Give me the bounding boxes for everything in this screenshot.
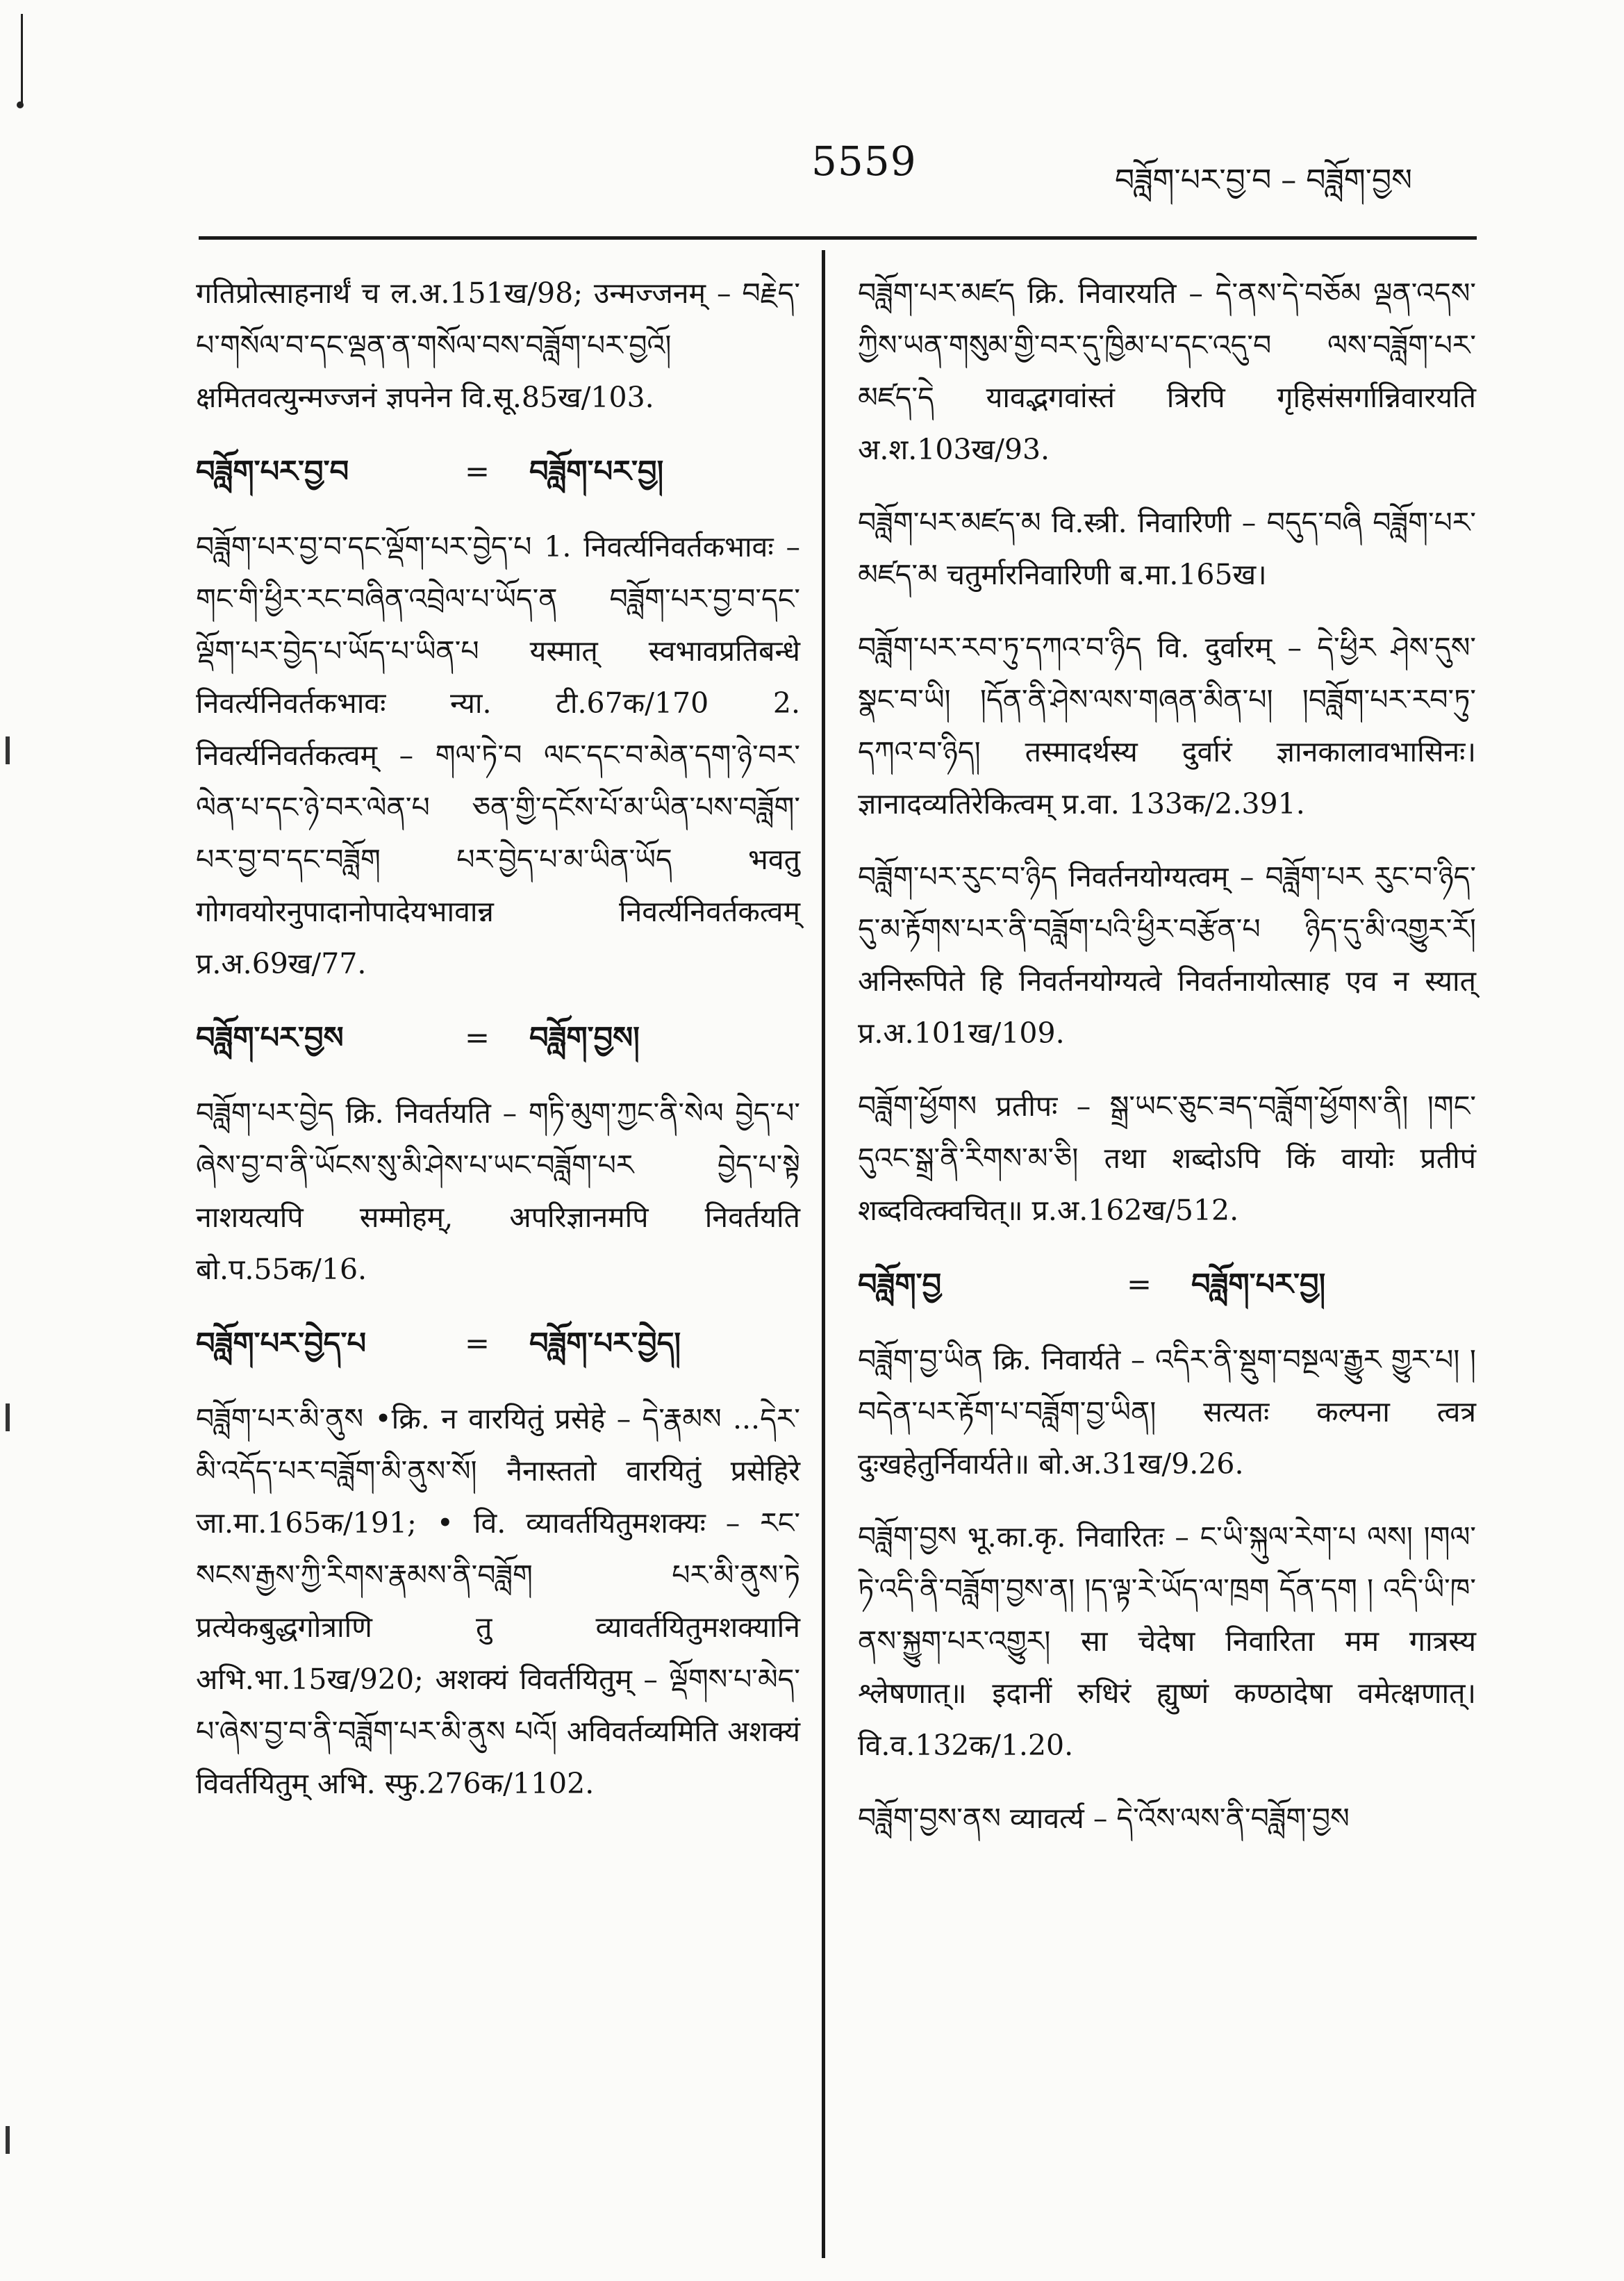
xref-from: བཟློག་པར་བྱས (196, 1021, 344, 1055)
dictionary-entry: བཟློག་པར་མི་ནུས •क्रि. न वारयितुं प्रसेहे – དེ་རྣམས ...དེར་མི་འདོད་པར་བཟློག་མི་ནུས་སོ། नैनास्ततो वारयितुं प्रसेहिरे जा.मा.165क/191; • वि. व्यावर्तयितुमशक्यः – རང་སངས་རྒྱས་ཀྱི་རིགས་རྣམས་ནི་བཟློག པར་མི་ནུས་ཏེ प्रत्येकबुद्धगोत्राणि तु व्यावर्तयितुमशक्यानि अभि.भा.15ख/920; अशक्यं विवर्तयितुम् – ལྡོགས་པ་མེད་པ་ཞེས་བྱ་བ་ནི་བཟློག་པར་མི་ནུས པའོ། अविवर्तव्यमिति अशक्यं विवर्तयितुम् अभि. स्फु.276क/1102. (196, 1402, 800, 1800)
cross-reference-entry (196, 445, 800, 499)
cross-reference-entry (196, 1011, 800, 1065)
margin-tick (6, 1403, 10, 1431)
dictionary-entry: བཟློག་བྱས भू.का.कृ. निवारितः – ང་ཡི་སྐུལ་རེག་པ ལས། །གལ་ཏེ་འདི་ནི་བཟློག་བྱས་ན། །ད་ལྟ་རེ་ཡོད་ལ་ཁྲག དོན་དག ། འདི་ཡི་ཁ་ནས་སྐྱུག་པར་འགྱུར། सा चेदेषा निवारिता मम गात्रस्य श्लेषणात्॥ इदानीं रुधिरं ह्युष्णं कण्ठादेषा वमेत्क्षणात्। वि.व.132क/1.20. (858, 1520, 1476, 1762)
margin-tick (6, 2126, 10, 2154)
dictionary-entry: བཟློག་པར་བྱ་བ་དང་ལྡོག་པར་བྱེད་པ 1. निवर्त्यनिवर्तकभावः – གང་གི་ཕྱིར་རང་བཞིན་འབྲེལ་པ་ཡོད་ན བཟློག་པར་བྱ་བ་དང་ལྡོག་པར་བྱེད་པ་ཡོད་པ་ཡིན་པ यस्मात् स्वभावप्रतिबन्धे निवर्त्यनिवर्तकभावः न्या. टी.67क/170 2. निवर्त्यनिवर्तकत्वम् – གལ་ཏེ་བ ལང་དང་བ་མེན་དག་ཉེ་བར་ལེན་པ་དང་ཉེ་བར་ལེན་པ ཅན་གྱི་དངོས་པོ་མ་ཡིན་པས་བཟློག་པར་བྱ་བ་དང་བཟློག པར་བྱེད་པ་མ་ཡིན་ཡོད भवतु गोगवयोरनुपादानोपादेयभावान्न निवर्त्यनिवर्तकत्वम् प्र.अ.69ख/77. (196, 530, 800, 980)
dictionary-entry: བཟློག་བྱ་ཡིན क्रि. निवार्यते – འདིར་ནི་སྡུག་བསྔལ་རྒྱུར གྱུར་པ། །བདེན་པར་རྟོག་པ་བཟློག་བྱ་ཡིན། सत्यतः कल्पना त्वत्र दुःखहेतुर्निवार्यते॥ बो.अ.31ख/9.26. (858, 1343, 1476, 1481)
xref-from: བཟློག་པར་བྱ་བ (196, 454, 349, 489)
xref-from: བཟློག་པར་བྱེད་པ (196, 1326, 367, 1361)
xref-to: བཟློག་པར་བྱ། (529, 454, 664, 489)
dictionary-entry: བཟློག་ཕྱོགས प्रतीपः – སྒྲ་ཡང་ཅུང་ཟད་བཟློག་ཕྱོགས་ནི། །གང་དུའང་སྒྲ་ནི་རིགས་མ་ཅི། तथा शब्दोऽपि किं वायोः प्रतीपं शब्दवित्क्वचित्॥ प्र.अ.162ख/512. (858, 1089, 1476, 1227)
xref-to: བཟློག་པར་བྱེད། (529, 1326, 681, 1361)
xref-eq: = (464, 454, 490, 489)
right-column (858, 267, 1476, 1866)
cross-reference-entry (858, 1258, 1476, 1312)
dictionary-entry: བཟློག་པར་རབ་ཏུ་དཀའ་བ་ཉིད वि. दुर्वारम् – དེ་ཕྱིར ཤེས་དུས་སྣང་བ་ཡི། །དོན་ནི་ཤེས་ལས་གཞན་མིན་པ། །བཟློག་པར་རབ་ཏུ་དཀའ་བ་ཉིད། तस्मादर्थस्य दुर्वारं ज्ञानकालावभासिनः। ज्ञानादव्यतिरेकित्वम् प्र.वा. 133क/2.391. (858, 631, 1476, 821)
dictionary-entry: བཟློག་པར་བྱེད क्रि. निवर्तयति – གཏི་མུག་ཀྱང་ནི་སེལ བྱེད་པ་ཞེས་བྱ་བ་ནི་ཡོངས་སུ་མི་ཤེས་པ་ཡང་བཟློག་པར བྱེད་པ་སྟེ नाशयत्यपि सम्मोहम्, अपरिज्ञानमपि निवर्तयति बो.प.55क/16. (196, 1096, 800, 1286)
xref-eq: = (464, 1326, 490, 1361)
margin-dot (17, 101, 24, 108)
margin-line (21, 14, 23, 104)
header-rule (199, 236, 1477, 240)
dictionary-entry: བཟློག་པར་མཛད་མ वि.स्त्री. निवारिणी – བདུད་བཞི བཟློག་པར་མཛད་མ चतुर्मारनिवारिणी ब.मा.165ख। (858, 506, 1476, 591)
dictionary-entry: བཟློག་པར་རུང་བ་ཉིད निवर्तनयोग्यत्वम् – བཟློག་པར རུང་བ་ཉིད་དུ་མ་རྟོགས་པར་ནི་བཟློག་པའི་ཕྱིར་བརྩོན་པ ཉིད་དུ་མི་འགྱུར་རོ། अनिरूपिते हि निवर्तनयोग्यत्वे निवर्तनायोत्साह एव न स्यात् प्र.अ.101ख/109. (858, 860, 1476, 1050)
left-column (196, 267, 800, 1831)
xref-eq: = (464, 1021, 490, 1055)
dictionary-entry: गतिप्रोत्साहनार्थं च ल.अ.151ख/98; उन्मज्जनम् – བརྗེད་པ་གསོལ་བ་དང་ལྡན་ན་གསོལ་བས་བཟློག་པར་བྱའོ། क्षमितवत्युन्मज्जनं ज्ञपनेन वि.सू.85ख/103. (196, 277, 800, 414)
cross-reference-entry (196, 1317, 800, 1371)
column-divider (822, 250, 825, 2258)
dictionary-entry: བཟློག་པར་མཛད क्रि. निवारयति – དེ་ནས་དེ་བཅོམ ལྡན་འདས་ཀྱིས་ཡན་གསུམ་གྱི་བར་དུ་ཁྱིམ་པ་དང་འདུ་བ ལས་བཟློག་པར་མཛད་དེ यावद्भगवांस्तं त्रिरपि गृहिसंसर्गान्निवारयति अ.श.103ख/93. (858, 277, 1476, 466)
xref-to: བཟློག་བྱས། (529, 1021, 640, 1055)
page-number: 5559 (811, 138, 917, 185)
margin-tick (6, 736, 10, 764)
xref-from: བཟློག་བྱ (858, 1267, 942, 1302)
xref-eq: = (1126, 1267, 1152, 1302)
xref-to: བཟློག་པར་བྱ། (1191, 1267, 1326, 1302)
dictionary-entry: བཟློག་བྱས་ནས व्यावर्त्य – དེ་འོས་ལས་ནི་བཟློག་བྱས (858, 1802, 1350, 1835)
running-head: བཟློག་པར་བྱ་བ – བཟློག་བྱས (1115, 163, 1412, 198)
